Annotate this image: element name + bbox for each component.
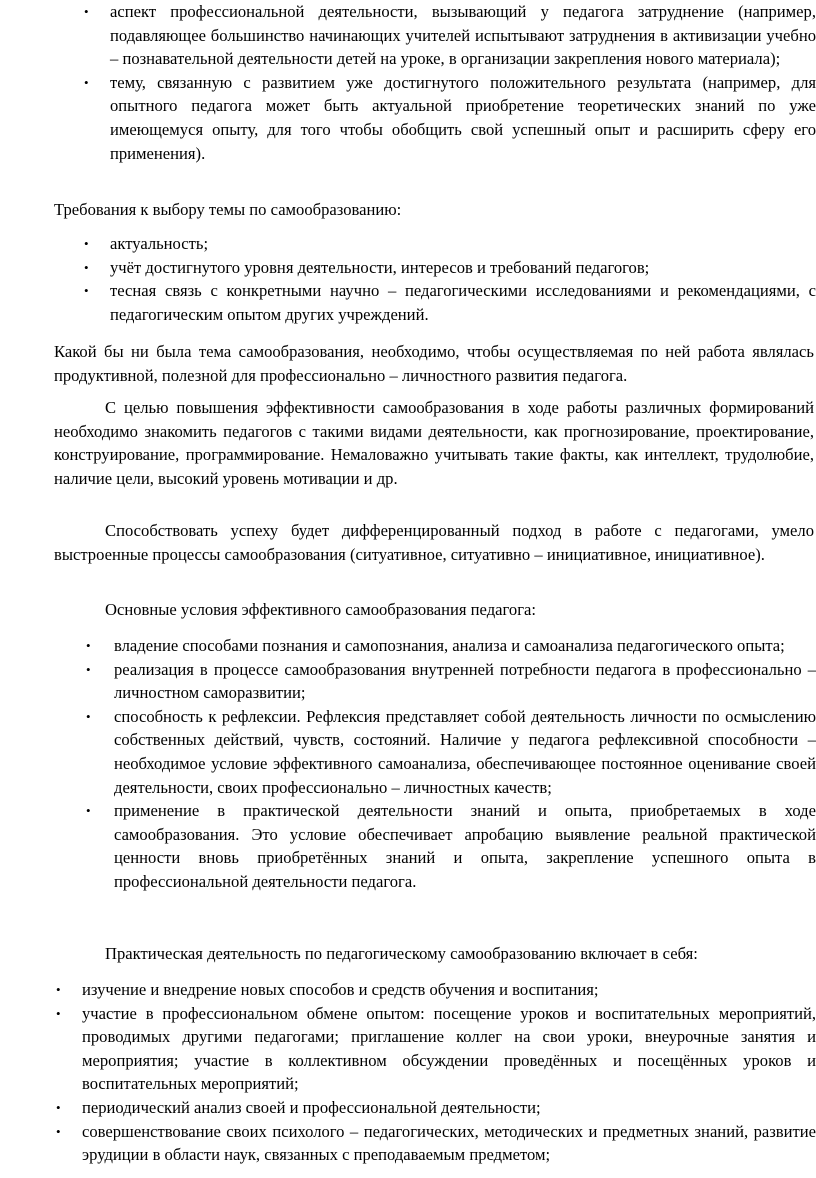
bullet-list-topics bbox=[84, 0, 816, 165]
bullet-list-conditions bbox=[86, 634, 816, 894]
paragraph: Какой бы ни была тема самообразования, необходимо, чтобы осуществляемая по ней работа являлась продуктивной, полезной для профессионально – личностного развития педагога. bbox=[54, 342, 814, 385]
list-item-text: аспект профессиональной деятельности, вызывающий у педагога затруднение (например, подавляющее большинство начинающих учителей испытывают затруднения в активизации учебно – познавательной деятельности детей на уроке, в организации закрепления нового материала); bbox=[110, 2, 816, 69]
bullet-icon: • bbox=[86, 661, 91, 677]
bullet-icon: • bbox=[56, 1099, 61, 1115]
list-item-text: владение способами познания и самопознания, анализа и самоанализа педагогического опыта; bbox=[114, 636, 785, 655]
list-item bbox=[56, 978, 816, 1002]
list-item-text: реализация в процессе самообразования внутренней потребности педагога в профессионально – личностном саморазвитии; bbox=[114, 659, 816, 703]
bullet-icon: • bbox=[84, 74, 89, 90]
list-item bbox=[84, 256, 816, 280]
list-item bbox=[84, 71, 816, 165]
paragraph: С целью повышения эффективности самообразования в ходе работы различных формирований необходимо знакомить педагогов с такими видами деятельности, как прогнозирование, проектирование, конструирование, программирование. Немаловажно учитывать такие факты, как интеллект, трудолюбие, наличие цели, высокий уровень мотивации и др. bbox=[54, 398, 814, 488]
list-item-text: применение в практической деятельности знаний и опыта, приобретаемых в ходе самообразования. Это условие обеспечивает апробацию выявление реальной практической ценности вновь приобретённых знаний и опыта, закрепление успешного опыта в профессиональной деятельности педагога. bbox=[114, 801, 816, 891]
list-item bbox=[56, 1120, 816, 1167]
paragraph: Способствовать успеху будет дифференцированный подход в работе с педагогами, умело выстроенные процессы самообразования (ситуативное, ситуативно – инициативное, инициативное). bbox=[54, 521, 814, 564]
list-item-text: учёт достигнутого уровня деятельности, интересов и требований педагогов; bbox=[110, 257, 650, 277]
bullet-list-practice bbox=[56, 978, 816, 1167]
list-item bbox=[84, 232, 816, 256]
practice-heading: Практическая деятельность по педагогическому самообразованию включает в себя: bbox=[105, 944, 698, 963]
bullet-icon: • bbox=[56, 982, 61, 997]
list-item bbox=[86, 799, 816, 893]
list-item-text: участие в профессиональном обмене опытом: посещение уроков и воспитательных мероприятий, проводимых другими педагогами; приглашение коллег на свои уроки, внеурочные занятия и мероприятия; участие в коллективном обсуждении проведённых и посещённых уроков и воспитательных мероприятий; bbox=[82, 1003, 816, 1094]
list-item bbox=[56, 1002, 816, 1096]
bullet-icon: • bbox=[56, 1005, 61, 1021]
list-item-text: изучение и внедрение новых способов и средств обучения и воспитания; bbox=[82, 980, 599, 999]
bullet-icon: • bbox=[84, 4, 89, 19]
list-item bbox=[84, 0, 816, 71]
bullet-icon: • bbox=[84, 236, 89, 251]
bullet-icon: • bbox=[84, 283, 89, 299]
list-item-text: периодический анализ своей и профессиональной деятельности; bbox=[82, 1097, 541, 1117]
list-item-text: тему, связанную с развитием уже достигнутого положительного результата (например, для опытного педагога может быть актуальной приобретение теоретических знаний по уже имеющемуся опыту, для того чтобы обобщить свой успешный опыт и расширить сферу его применения). bbox=[110, 72, 816, 163]
list-item bbox=[56, 1096, 816, 1120]
list-item-text: совершенствование своих психолого – педагогических, методических и предметных знаний, развитие эрудиции в области наук, связанных с преподаваемым предметом; bbox=[82, 1121, 816, 1165]
list-item-text: актуальность; bbox=[110, 234, 209, 253]
list-item bbox=[84, 279, 816, 326]
bullet-icon: • bbox=[84, 259, 89, 275]
conditions-heading: Основные условия эффективного самообразования педагога: bbox=[105, 600, 536, 619]
bullet-icon: • bbox=[86, 708, 91, 724]
list-item-text: способность к рефлексии. Рефлексия представляет собой деятельность личности по осмыслению собственных действий, чувств, состояний. Наличие у педагога рефлексивной способности – необходимое условие эффективного самоанализа, обеспечивающее постоянное оценивание своей деятельности, своих профессионально – личностных качеств; bbox=[114, 706, 816, 797]
list-item-text: тесная связь с конкретными научно – педагогическими исследованиями и рекомендациями, с педагогическим опытом других учреждений. bbox=[110, 281, 816, 324]
bullet-icon: • bbox=[86, 638, 91, 653]
list-item bbox=[86, 634, 816, 658]
requirements-heading: Требования к выбору темы по самообразованию: bbox=[54, 200, 402, 219]
bullet-icon: • bbox=[56, 1123, 61, 1139]
bullet-icon: • bbox=[86, 803, 91, 819]
bullet-list-requirements bbox=[84, 232, 816, 326]
list-item bbox=[86, 658, 816, 705]
list-item bbox=[86, 705, 816, 799]
